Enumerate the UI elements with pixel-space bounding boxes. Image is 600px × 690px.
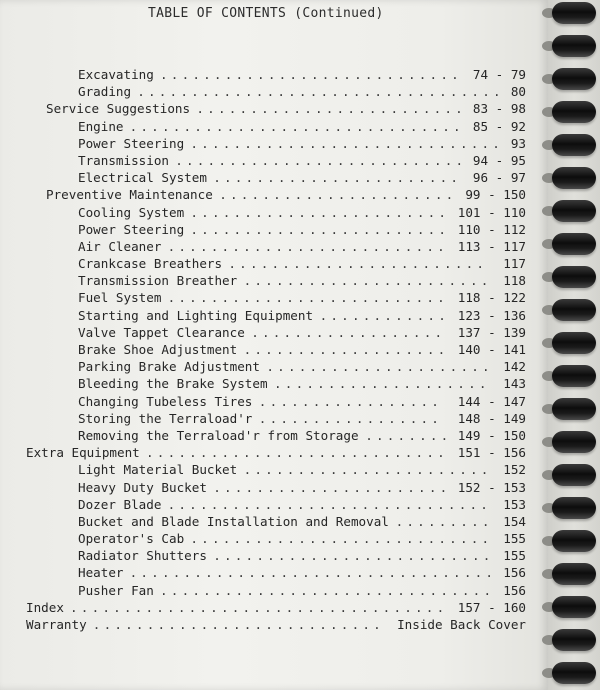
spiral-coil xyxy=(552,662,596,684)
spiral-coil xyxy=(552,101,596,123)
dot-leader: ................. xyxy=(258,410,443,426)
dot-leader: ................. xyxy=(258,393,443,409)
dot-leader: ....................... xyxy=(243,273,492,289)
spiral-coil xyxy=(552,200,596,222)
dot-leader: ....................... xyxy=(243,462,492,478)
toc-entry-pages: 118 xyxy=(503,273,526,289)
dot-leader: ......... xyxy=(395,513,493,529)
dot-leader: ...................... xyxy=(213,479,451,495)
toc-entry xyxy=(0,375,548,392)
dot-leader: ........ xyxy=(365,427,452,443)
toc-entry-pages: 101 - 110 xyxy=(457,204,526,220)
toc-entry xyxy=(0,341,548,358)
toc-entry xyxy=(0,564,548,581)
dot-leader: .................. xyxy=(251,324,446,340)
toc-entry-label: Air Cleaner xyxy=(78,238,162,254)
dot-leader: ..................... xyxy=(266,359,493,375)
toc-entry xyxy=(0,616,548,633)
toc-entry-label: Starting and Lighting Equipment xyxy=(78,307,314,323)
spiral-coil xyxy=(552,530,596,552)
toc-entry-label: Removing the Terraload'r from Storage xyxy=(78,427,359,443)
toc-entry-pages: 85 - 92 xyxy=(472,118,526,134)
spiral-coil xyxy=(552,233,596,255)
spiral-coil xyxy=(552,563,596,585)
toc-entry-pages: 156 xyxy=(503,582,526,598)
spiral-coil xyxy=(552,431,596,453)
toc-entry-label: Grading xyxy=(78,84,132,100)
toc-entry xyxy=(0,513,548,530)
dot-leader: ............................... xyxy=(129,118,464,134)
toc-entry-label: Light Material Bucket xyxy=(78,462,238,478)
toc-entry-label: Bucket and Blade Installation and Removal xyxy=(78,513,389,529)
toc-entry xyxy=(0,118,548,135)
toc-entry-label: Warranty xyxy=(26,617,87,632)
toc-entry-label: Engine xyxy=(78,118,124,134)
toc-entry-label: Preventive Maintenance xyxy=(46,187,213,203)
dot-leader: .................... xyxy=(274,376,490,392)
spiral-binding xyxy=(548,0,600,690)
page-title: TABLE OF CONTENTS (Continued) xyxy=(148,6,384,21)
dot-leader: ............................ xyxy=(146,445,448,461)
dot-leader: ............................ xyxy=(190,531,493,547)
toc-entry xyxy=(0,255,548,272)
dot-leader: ............ xyxy=(319,307,449,323)
toc-entry xyxy=(0,410,548,427)
toc-entry-pages: 149 - 150 xyxy=(457,427,526,443)
dot-leader: .......................... xyxy=(213,548,494,564)
dot-leader: ........................... xyxy=(175,152,467,168)
toc-entry xyxy=(0,238,548,255)
spiral-coil xyxy=(552,266,596,288)
toc-entry-label: Power Steering xyxy=(78,135,185,151)
toc-entry-label: Bleeding the Brake System xyxy=(78,376,268,392)
dot-leader: ........................ xyxy=(190,221,450,237)
toc-entry xyxy=(0,66,548,83)
toc-entry-pages: 137 - 139 xyxy=(457,324,526,340)
toc-entry-pages: 83 - 98 xyxy=(472,101,526,117)
toc-entry xyxy=(0,582,548,599)
toc-entry-label: Storing the Terraload'r xyxy=(78,410,253,426)
dot-leader: ............................... xyxy=(160,582,495,598)
toc-entry-pages: 110 - 112 xyxy=(457,221,526,237)
toc-entry xyxy=(0,152,548,169)
toc-entry-pages: 94 - 95 xyxy=(472,152,526,168)
spiral-coil xyxy=(552,134,596,156)
dot-leader: .............................. xyxy=(167,496,492,512)
table-of-contents xyxy=(0,66,548,633)
toc-entry-pages: 152 xyxy=(503,462,526,478)
toc-entry-pages: 93 xyxy=(510,135,526,151)
toc-entry-pages: 142 xyxy=(503,359,526,375)
toc-entry-pages: 143 xyxy=(503,376,526,392)
toc-entry xyxy=(0,324,548,341)
toc-entry-pages: 99 - 150 xyxy=(465,187,526,203)
toc-entry-pages: 157 - 160 xyxy=(457,599,526,615)
toc-entry-pages: 74 - 79 xyxy=(472,67,526,82)
toc-entry-pages: 113 - 117 xyxy=(457,238,526,254)
toc-entry-label: Service Suggestions xyxy=(46,101,191,117)
toc-entry xyxy=(0,272,548,289)
toc-entry-label: Cooling System xyxy=(78,204,185,220)
toc-entry xyxy=(0,289,548,306)
dot-leader: ................................... xyxy=(70,599,448,615)
toc-entry xyxy=(0,358,548,375)
toc-entry-pages: 152 - 153 xyxy=(457,479,526,495)
toc-entry-label: Changing Tubeless Tires xyxy=(78,393,253,409)
dot-leader: .................................. xyxy=(137,84,504,100)
dot-leader: ......................... xyxy=(196,101,466,117)
toc-entry xyxy=(0,461,548,478)
spiral-coil xyxy=(552,35,596,57)
toc-entry xyxy=(0,135,548,152)
dot-leader: ....................... xyxy=(213,170,462,186)
toc-entry-pages: 96 - 97 xyxy=(472,170,526,186)
toc-entry-label: Heavy Duty Bucket xyxy=(78,479,207,495)
spiral-coil xyxy=(552,299,596,321)
toc-entry-pages: 148 - 149 xyxy=(457,410,526,426)
toc-entry-label: Electrical System xyxy=(78,170,207,186)
spiral-coil xyxy=(552,629,596,651)
toc-entry-label: Crankcase Breathers xyxy=(78,256,223,272)
toc-entry-label: Extra Equipment xyxy=(26,445,140,461)
toc-entry-pages: 118 - 122 xyxy=(457,290,526,306)
dot-leader: .......................... xyxy=(167,290,448,306)
toc-entry-pages: 155 xyxy=(503,531,526,547)
toc-entry-label: Index xyxy=(26,599,64,615)
toc-entry-label: Parking Brake Adjustment xyxy=(78,359,260,375)
toc-entry xyxy=(0,530,548,547)
toc-entry-label: Transmission xyxy=(78,152,169,168)
dot-leader: .......................... xyxy=(167,238,448,254)
dot-leader: ............................. xyxy=(190,135,504,151)
toc-entry-pages: 117 xyxy=(503,256,526,272)
toc-entry-pages: Inside Back Cover xyxy=(397,617,526,632)
toc-entry xyxy=(0,547,548,564)
toc-entry xyxy=(0,221,548,238)
toc-entry-label: Dozer Blade xyxy=(78,496,162,512)
toc-entry-pages: 153 xyxy=(503,496,526,512)
toc-entry xyxy=(0,100,548,117)
toc-entry-label: Brake Shoe Adjustment xyxy=(78,342,238,357)
dot-leader: ........................... xyxy=(92,617,384,632)
toc-entry-pages: 151 - 156 xyxy=(457,445,526,461)
toc-entry-pages: 80 xyxy=(510,84,526,100)
toc-entry-pages: 156 xyxy=(503,565,526,581)
toc-entry-label: Excavating xyxy=(78,67,154,82)
spiral-coil xyxy=(552,167,596,189)
toc-entry xyxy=(0,186,548,203)
toc-entry-label: Transmission Breather xyxy=(78,273,238,289)
spiral-coil xyxy=(552,365,596,387)
spiral-coil xyxy=(552,497,596,519)
toc-entry-label: Power Steering xyxy=(78,221,185,237)
toc-entry xyxy=(0,599,548,616)
toc-entry-label: Heater xyxy=(78,565,124,581)
toc-entry-label: Operator's Cab xyxy=(78,531,185,547)
toc-entry-label: Radiator Shutters xyxy=(78,548,207,564)
dot-leader: .................................. xyxy=(129,565,497,581)
toc-entry xyxy=(0,393,548,410)
toc-entry xyxy=(0,204,548,221)
spiral-coil xyxy=(552,398,596,420)
spiral-coil xyxy=(552,68,596,90)
dot-leader: ................... xyxy=(243,342,449,357)
toc-entry xyxy=(0,444,548,461)
toc-entry-label: Pusher Fan xyxy=(78,582,154,598)
toc-entry-label: Valve Tappet Clearance xyxy=(78,324,245,340)
toc-entry xyxy=(0,169,548,186)
spiral-coil xyxy=(552,332,596,354)
spiral-coil xyxy=(552,2,596,24)
dot-leader: ........................ xyxy=(190,204,450,220)
dot-leader: ........................ xyxy=(228,256,488,272)
toc-entry-pages: 123 - 136 xyxy=(457,307,526,323)
toc-entry-label: Fuel System xyxy=(78,290,162,306)
toc-entry-pages: 140 - 141 xyxy=(457,342,526,357)
toc-entry xyxy=(0,427,548,444)
dot-leader: ............................ xyxy=(160,67,462,82)
spiral-coil xyxy=(552,464,596,486)
toc-entry xyxy=(0,479,548,496)
toc-entry-pages: 155 xyxy=(503,548,526,564)
toc-entry-pages: 144 - 147 xyxy=(457,393,526,409)
toc-entry xyxy=(0,83,548,100)
toc-entry xyxy=(0,496,548,513)
spiral-coil xyxy=(552,596,596,618)
dot-leader: ...................... xyxy=(219,187,457,203)
toc-entry xyxy=(0,307,548,324)
toc-entry-pages: 154 xyxy=(503,513,526,529)
